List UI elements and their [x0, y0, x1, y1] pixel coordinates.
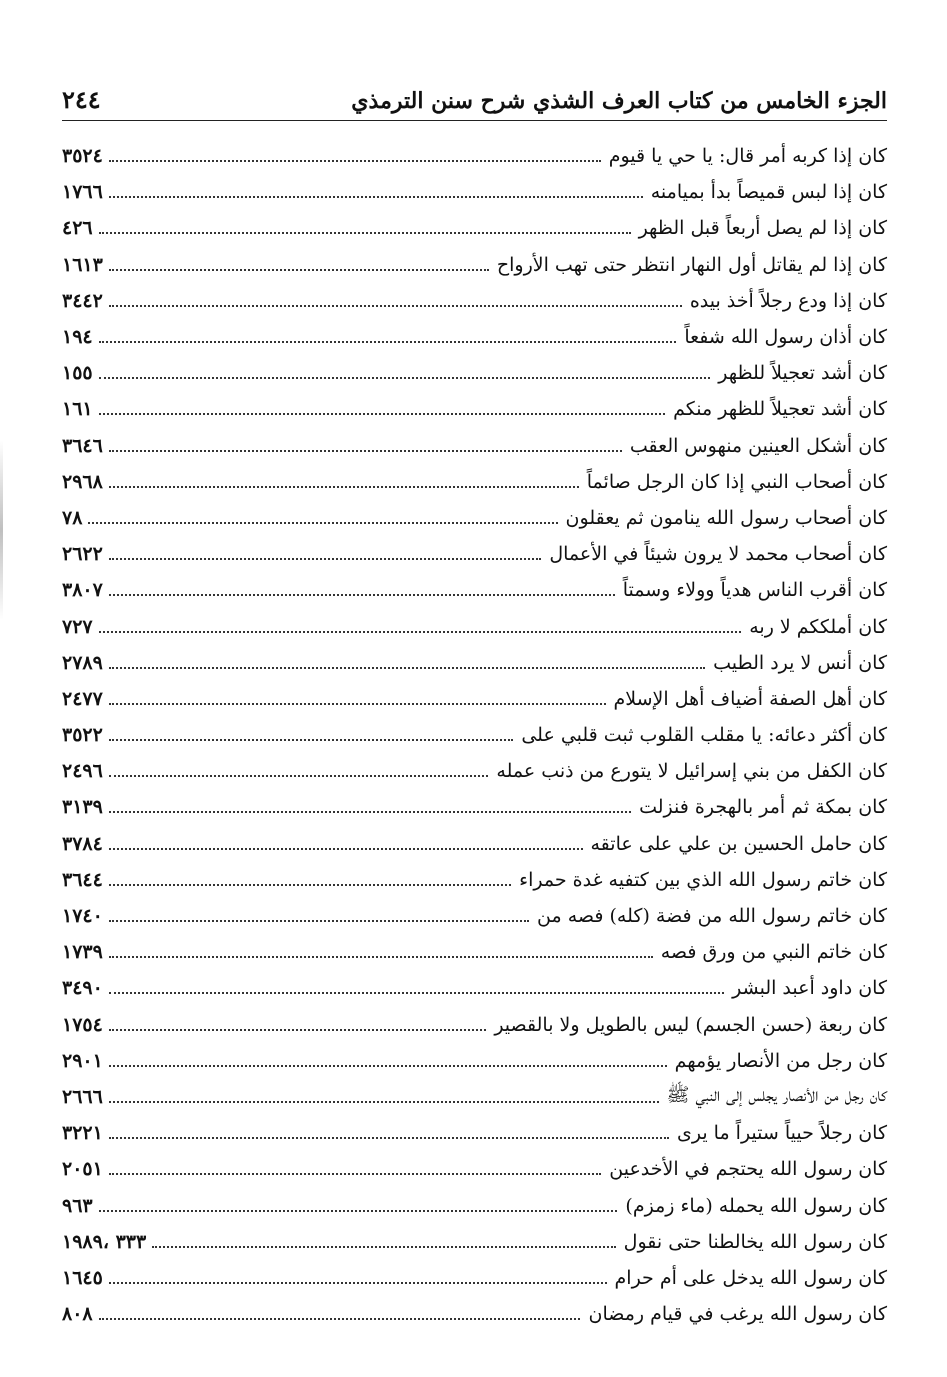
- entry-text: كان أصحاب محمد لا يرون شيئاً في الأعمال: [549, 543, 887, 566]
- entry-reference-number: ٨٠٨: [62, 1303, 93, 1326]
- entry-reference-number: ١٧٥٤: [62, 1013, 103, 1036]
- entry-reference-number: ٣٤٤٢: [62, 289, 103, 312]
- index-entry: [62, 247, 887, 283]
- entry-text: كان داود أعبد البشر: [732, 977, 887, 1000]
- entry-reference-number: ٣٧٨٤: [62, 832, 103, 855]
- dot-leader: [109, 739, 513, 741]
- index-entry: [62, 536, 887, 572]
- dot-leader: [109, 884, 511, 886]
- header-rule: [62, 120, 887, 121]
- index-entry: [62, 428, 887, 464]
- entry-reference-number: ٣٢٢١: [62, 1122, 103, 1145]
- entry-text: كان أملككم لا ربه: [749, 615, 887, 638]
- dot-leader: [109, 558, 541, 560]
- dot-leader: [109, 486, 579, 488]
- entry-reference-number: ١٧٤٠: [62, 905, 103, 928]
- page-number: ٢٤٤: [62, 85, 101, 114]
- entry-text: كان أشكل العينين منهوس العقب: [629, 434, 887, 457]
- index-entry: [62, 681, 887, 717]
- entry-text: كان إذا لم يقاتل أول النهار انتظر حتى تهب الأرواح: [496, 253, 887, 276]
- dot-leader: [109, 956, 653, 958]
- entry-reference-number: ٧٨: [62, 506, 83, 529]
- entry-reference-number: ٧٢٧: [62, 615, 93, 638]
- index-entry: [62, 500, 887, 536]
- dot-leader: [152, 1246, 615, 1248]
- entry-text: كان رجل من الأنصار يجلس إلى النبي ﷺ: [666, 1083, 887, 1106]
- dot-leader: [99, 1318, 581, 1320]
- entry-reference-number: ٤٢٦: [62, 217, 93, 240]
- entry-text: كان أشد تعجيلاً للظهر منكم: [673, 398, 887, 421]
- entry-reference-number: ١٦٤٥: [62, 1266, 103, 1289]
- dot-leader: [109, 269, 489, 271]
- index-entry: [62, 789, 887, 825]
- entry-text: كان خاتم النبي من ورق فصه: [660, 941, 887, 964]
- entry-text: كان أهل الصفة أضياف أهل الإسلام: [613, 687, 887, 710]
- dot-leader: [109, 450, 622, 452]
- dot-leader: [99, 232, 631, 234]
- dot-leader: [109, 848, 583, 850]
- dot-leader: [99, 1210, 618, 1212]
- entry-reference-number: ٣٤٩٠: [62, 977, 103, 1000]
- dot-leader: [109, 160, 601, 162]
- dot-leader: [109, 1173, 601, 1175]
- entry-text: كان رسول الله يخالطنا حتى نقول: [623, 1230, 887, 1253]
- entry-text: كان إذا كربه أمر قال: يا حي يا قيوم: [608, 145, 887, 168]
- index-entry: [62, 1187, 887, 1223]
- entry-text: كان إذا لبس قميصاً بدأ بميامنه: [650, 181, 887, 204]
- entry-reference-number: ٣٦٤٤: [62, 868, 103, 891]
- entry-reference-number: ٩٦٣: [62, 1194, 93, 1217]
- entry-text: كان رسول الله يرغب في قيام رمضان: [588, 1303, 887, 1326]
- dot-leader: [99, 377, 711, 379]
- index-entry: [62, 717, 887, 753]
- entry-text: كان رسول الله يحمله (ماء زمزم): [625, 1194, 887, 1217]
- dot-leader: [109, 811, 631, 813]
- index-entry: [62, 645, 887, 681]
- entry-reference-number: ٢٦٦٦: [62, 1085, 103, 1108]
- entry-text: كان ربعة (حسن الجسم) ليس بالطويل ولا بالقصير: [494, 1013, 887, 1036]
- dot-leader: [88, 522, 557, 524]
- index-entry: [62, 319, 887, 355]
- index-entry: [62, 572, 887, 608]
- dot-leader: [109, 196, 643, 198]
- entry-text: كان أصحاب النبي إذا كان الرجل صائماً: [586, 470, 887, 493]
- entry-text: كان خاتم رسول الله من فضة (كله) فصه من: [537, 905, 887, 928]
- entry-text: كان الكفل من بني إسرائيل لا يتورع من ذنب عمله: [496, 760, 887, 783]
- entry-text: كان خاتم رسول الله الذي بين كتفيه غدة حمراء: [519, 868, 887, 891]
- dot-leader: [99, 631, 742, 633]
- entry-text: كان بمكة ثم أمر بالهجرة فنزلت: [639, 796, 887, 819]
- dot-leader: [109, 1029, 487, 1031]
- index-entry: [62, 862, 887, 898]
- dot-leader: [109, 920, 529, 922]
- entry-text: كان حامل الحسين بن علي على عاتقه: [590, 832, 887, 855]
- index-entry: [62, 898, 887, 934]
- entry-text: كان إذا لم يصل أربعاً قبل الظهر: [638, 217, 887, 240]
- entry-reference-number: ١٦١٣: [62, 253, 103, 276]
- index-entry: [62, 210, 887, 246]
- dot-leader: [109, 992, 724, 994]
- entry-text: كان أنس لا يرد الطيب: [713, 651, 887, 674]
- entry-reference-number: ١٥٥: [62, 362, 93, 385]
- index-entry: [62, 391, 887, 427]
- entry-text: كان رجل من الأنصار يؤمهم: [674, 1049, 887, 1072]
- scan-edge-mark: [0, 440, 3, 620]
- entry-text: كان أذان رسول الله شفعاً: [684, 326, 887, 349]
- entry-reference-number: ١٧٦٦: [62, 181, 103, 204]
- index-entry: [62, 1296, 887, 1332]
- index-entry: [62, 934, 887, 970]
- entry-text: كان أقرب الناس هدياً وولاء وسمتاً: [622, 579, 887, 602]
- running-title: الجزء الخامس من كتاب العرف الشذي شرح سنن الترمذي: [351, 88, 887, 114]
- entry-reference-number: ٣٨٠٧: [62, 579, 103, 602]
- entry-reference-number: ٢٩٠١: [62, 1049, 103, 1072]
- entry-text: كان رسول الله يحتجم في الأخدعين: [609, 1158, 887, 1181]
- index-entry: [62, 970, 887, 1006]
- index-entry: [62, 1151, 887, 1187]
- index-entry: [62, 464, 887, 500]
- dot-leader: [99, 413, 666, 415]
- index-entry: [62, 1224, 887, 1260]
- dot-leader: [109, 594, 615, 596]
- dot-leader: [109, 1065, 667, 1067]
- entry-reference-number: ٢٤٧٧: [62, 687, 103, 710]
- dot-leader: [99, 341, 677, 343]
- entry-reference-number: ٣١٣٩: [62, 796, 103, 819]
- entry-text: كان أصحاب رسول الله ينامون ثم يعقلون: [565, 506, 887, 529]
- index-entries: [62, 138, 887, 1332]
- entry-reference-number: ٢٦٢٢: [62, 543, 103, 566]
- index-entry: [62, 1007, 887, 1043]
- dot-leader: [109, 667, 705, 669]
- dot-leader: [109, 703, 606, 705]
- entry-reference-number: ٣٥٢٤: [62, 145, 103, 168]
- index-entry: [62, 1043, 887, 1079]
- index-entry: [62, 283, 887, 319]
- index-entry: [62, 753, 887, 789]
- entry-text: كان رجلاً حيياً ستيراً ما يرى: [676, 1122, 887, 1145]
- dot-leader: [109, 775, 489, 777]
- index-entry: [62, 355, 887, 391]
- index-entry: [62, 138, 887, 174]
- dot-leader: [109, 1101, 659, 1103]
- entry-reference-number: ١٦١: [62, 398, 93, 421]
- entry-reference-number: ١٩٤: [62, 326, 93, 349]
- index-entry: [62, 174, 887, 210]
- entry-reference-number: ٣٥٢٢: [62, 724, 103, 747]
- index-entry: [62, 1079, 887, 1115]
- entry-reference-number: ٣٣٣ ،١٩٨٩: [62, 1230, 147, 1253]
- page-header: [62, 74, 887, 114]
- entry-reference-number: ١٧٣٩: [62, 941, 103, 964]
- entry-text: كان إذا ودع رجلاً أخذ بيده: [689, 289, 887, 312]
- entry-reference-number: ٢٤٩٦: [62, 760, 103, 783]
- index-entry: [62, 608, 887, 644]
- index-entry: [62, 1260, 887, 1296]
- entry-reference-number: ٢٧٨٩: [62, 651, 103, 674]
- entry-reference-number: ٢٠٥١: [62, 1158, 103, 1181]
- dot-leader: [109, 1282, 607, 1284]
- index-entry: [62, 826, 887, 862]
- entry-text: كان أكثر دعائه: يا مقلب القلوب ثبت قلبي على: [521, 724, 887, 747]
- entry-reference-number: ٢٩٦٨: [62, 470, 103, 493]
- entry-text: كان أشد تعجيلاً للظهر: [718, 362, 887, 385]
- entry-reference-number: ٣٦٤٦: [62, 434, 103, 457]
- dot-leader: [109, 1137, 669, 1139]
- index-entry: [62, 1115, 887, 1151]
- entry-text: كان رسول الله يدخل على أم حرام: [614, 1266, 887, 1289]
- dot-leader: [109, 305, 682, 307]
